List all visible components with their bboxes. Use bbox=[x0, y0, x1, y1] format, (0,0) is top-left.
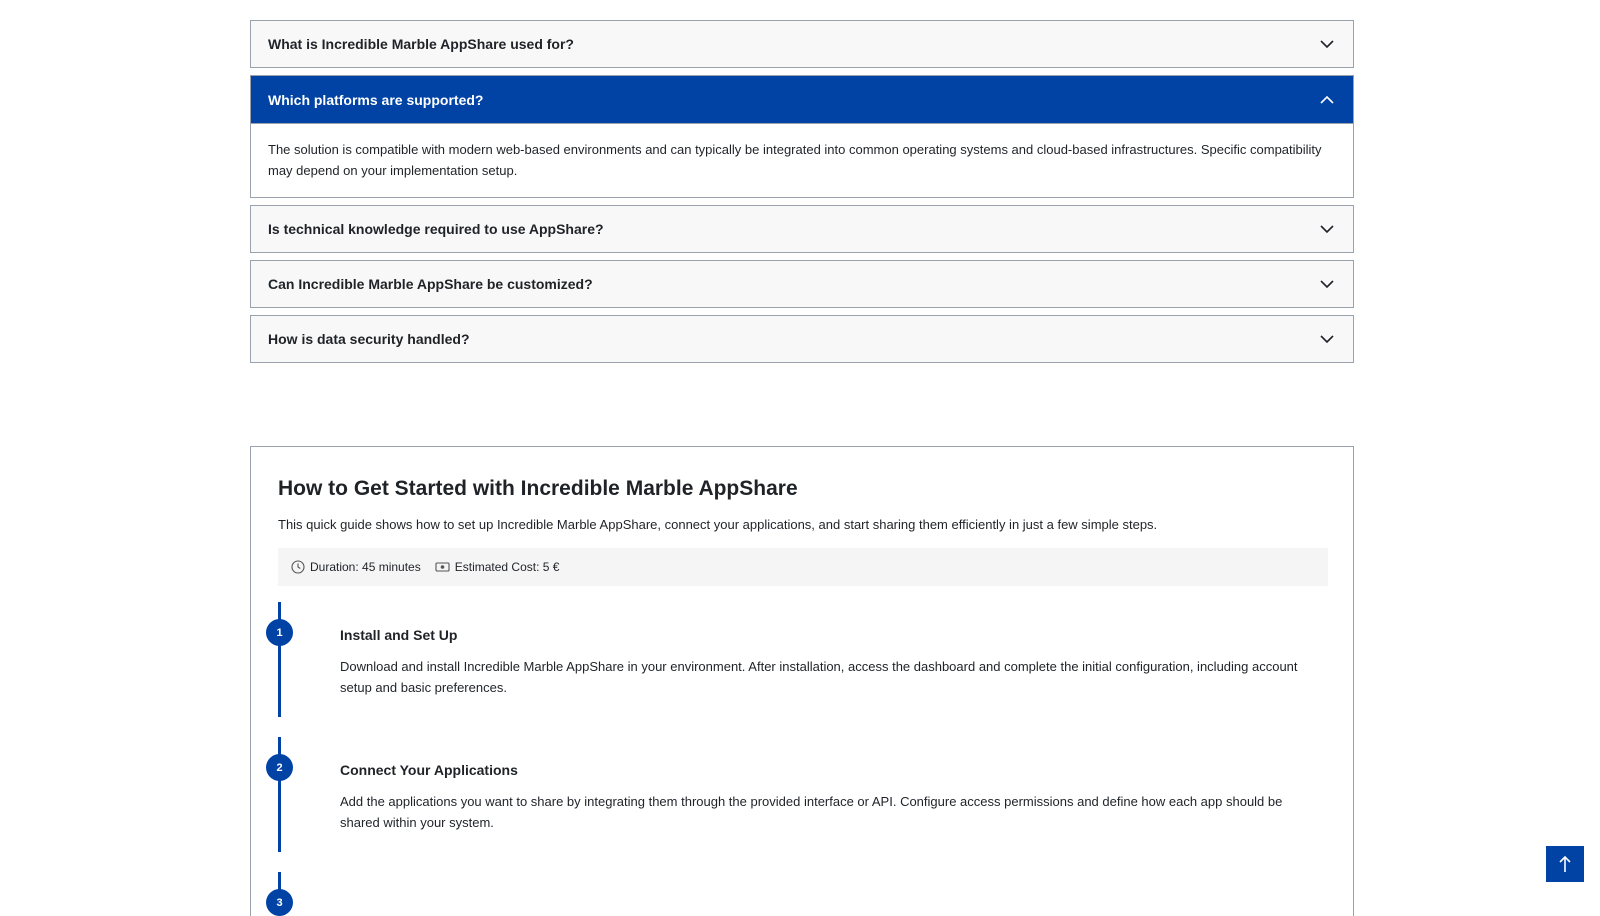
faq-question: Is technical knowledge required to use AppShare? bbox=[268, 221, 604, 237]
faq-question: What is Incredible Marble AppShare used for? bbox=[268, 36, 574, 52]
faq-question: Can Incredible Marble AppShare be customized? bbox=[268, 276, 593, 292]
step-title: Connect Your Applications bbox=[340, 762, 518, 778]
faq-item bbox=[250, 205, 1354, 253]
guide-meta-bar bbox=[278, 548, 1328, 586]
step-1 bbox=[251, 602, 1351, 722]
step-text: Add the applications you want to share by integrating them through the provided interface or API. Configure access permissions and define how each app should be shared within your system. bbox=[340, 794, 1283, 830]
step-number-badge: 2 bbox=[266, 754, 293, 781]
faq-toggle-security[interactable] bbox=[251, 316, 1353, 362]
faq-answer: The solution is compatible with modern web-based environments and can typically be integrated into common operating systems and cloud-based infrastructures. Specific compatibility may depend on your implementation setup. bbox=[251, 123, 1353, 197]
step-title: Install and Set Up bbox=[340, 627, 458, 643]
step-2 bbox=[251, 737, 1351, 857]
faq-toggle-technical-knowledge[interactable] bbox=[251, 206, 1353, 252]
step-text: Download and install Incredible Marble AppShare in your environment. After installation, access the dashboard and complete the initial configuration, including account setup and basic preferences. bbox=[340, 659, 1298, 695]
faq-toggle-usage[interactable] bbox=[251, 21, 1353, 67]
banknote-icon bbox=[435, 561, 450, 573]
howto-guide-card bbox=[250, 446, 1354, 916]
faq-question: How is data security handled? bbox=[268, 331, 470, 347]
faq-item-open bbox=[250, 75, 1354, 198]
clock-icon bbox=[291, 560, 305, 574]
step-3 bbox=[251, 872, 1351, 909]
arrow-up-icon bbox=[1558, 854, 1572, 874]
faq-accordion bbox=[250, 20, 1354, 370]
step-number-badge: 3 bbox=[266, 889, 293, 916]
faq-toggle-customization[interactable] bbox=[251, 261, 1353, 307]
chevron-down-icon bbox=[1318, 275, 1336, 293]
guide-description: This quick guide shows how to set up Incredible Marble AppShare, connect your applications, and start sharing them efficiently in just a few simple steps. bbox=[278, 517, 1158, 532]
chevron-down-icon bbox=[1318, 330, 1336, 348]
chevron-up-icon bbox=[1318, 91, 1336, 109]
back-to-top-button[interactable] bbox=[1546, 846, 1584, 882]
cost-meta bbox=[435, 560, 560, 574]
faq-item bbox=[250, 315, 1354, 363]
chevron-down-icon bbox=[1318, 220, 1336, 238]
guide-title: How to Get Started with Incredible Marble AppShare bbox=[278, 477, 798, 500]
faq-question: Which platforms are supported? bbox=[268, 91, 484, 108]
step-number-badge: 1 bbox=[266, 619, 293, 646]
faq-toggle-platforms[interactable] bbox=[251, 76, 1353, 123]
chevron-down-icon bbox=[1318, 35, 1336, 53]
faq-item bbox=[250, 260, 1354, 308]
duration-meta bbox=[291, 560, 421, 574]
cost-text: Estimated Cost: 5 € bbox=[454, 560, 560, 574]
duration-text: Duration: 45 minutes bbox=[310, 560, 421, 574]
faq-item bbox=[250, 20, 1354, 68]
